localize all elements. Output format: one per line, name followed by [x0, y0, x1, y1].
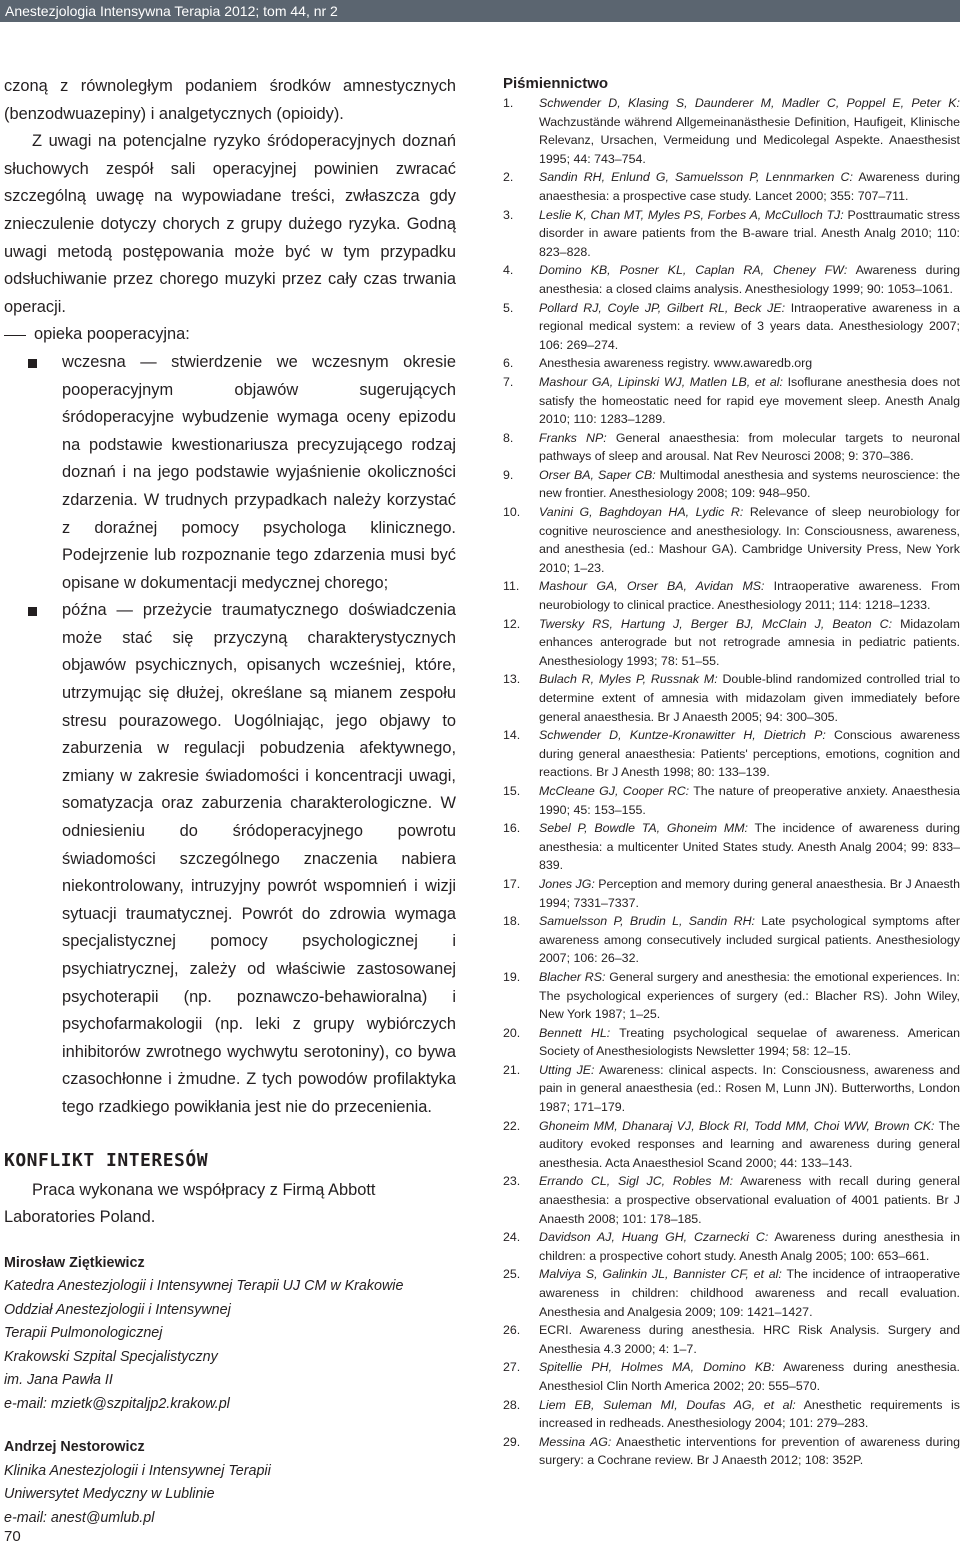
reference-authors: Domino KB, Posner KL, Caplan RA, Cheney FW: [539, 263, 848, 278]
conflict-text: Praca wykonana we współpracy z Firmą Abbott Laboratories Poland. [4, 1180, 376, 1227]
reference-authors: Jones JG: [539, 876, 595, 891]
reference-authors: Utting JE: [539, 1062, 595, 1077]
reference-number: 8. [503, 430, 514, 445]
reference-authors: Orser BA, Saper CB: [539, 467, 656, 482]
reference-authors: Liem EB, Suleman MI, Doufas AG, et al: [539, 1397, 796, 1412]
author-block-2 [4, 1436, 456, 1530]
reference-item [503, 875, 960, 912]
reference-authors: Franks NP: [539, 430, 607, 445]
reference-authors: McCleane GJ, Cooper RC: [539, 783, 690, 798]
reference-item [503, 429, 960, 466]
postoperative-care-item [4, 321, 456, 349]
reference-number: 13. [503, 672, 521, 687]
reference-text: Awareness during anaesthesia: a prospective case study. Lancet 2000; 355: 707–711. [539, 170, 960, 203]
author-block-1 [4, 1252, 456, 1417]
bullet-early [4, 349, 456, 597]
reference-number: 9. [503, 467, 514, 482]
reference-item [503, 615, 960, 671]
reference-number: 16. [503, 821, 521, 836]
reference-authors: Sandin RH, Enlund G, Samuelsson P, Lennmarken C: [539, 170, 853, 185]
reference-item [503, 1117, 960, 1173]
reference-item [503, 1358, 960, 1395]
reference-text: Midazolam enhances anterograde but not retrograde amnesia in pediatric patients. Anesthesiology 1993; 78: 51–55. [539, 616, 960, 668]
reference-item [503, 968, 960, 1024]
reference-authors: Messina AG: [539, 1434, 612, 1449]
page-number: 70 [4, 1528, 21, 1545]
reference-text: The nature of preoperative anxiety. Anaesthesia 1990; 45: 153–155. [539, 783, 960, 817]
reference-number: 7. [503, 374, 514, 389]
reference-text: Awareness during anesthesia. Anesthesiol Clin North America 2002; 20: 555–570. [539, 1360, 960, 1393]
reference-authors: Twersky RS, Hartung J, Berger BJ, McClain J, Beaton C: [539, 616, 893, 631]
reference-item [503, 261, 960, 298]
reference-text: Awareness during anesthesia in children: a prospective cohort study. Anesth Analg 2005; 100: 653–661. [539, 1230, 960, 1263]
author-name: Andrzej Nestorowicz [4, 1439, 145, 1456]
reference-number: 27. [503, 1360, 521, 1375]
reference-item [503, 299, 960, 355]
reference-text: Awareness during anesthesia: a closed claims analysis. Anesthesiology 1999; 90: 1053–1061. [539, 263, 960, 296]
reference-number: 28. [503, 1397, 521, 1412]
author-email[interactable]: e-mail: mzietk@szpitaljp2.krakow.pl [4, 1395, 230, 1412]
affiliation-line: Krakowski Szpital Specjalistyczny [4, 1348, 218, 1365]
reference-item [503, 466, 960, 503]
reference-text: General anaesthesia: from molecular targets to neuronal pathways of sleep and arousal. Nat Rev Neurosci 2008; 9: 370–386. [539, 430, 960, 464]
reference-number: 29. [503, 1434, 521, 1449]
author-email[interactable]: e-mail: anest@umlub.pl [4, 1509, 155, 1526]
reference-number: 2. [503, 170, 514, 185]
reference-list [503, 94, 960, 1470]
reference-item [503, 1024, 960, 1061]
reference-item [503, 782, 960, 819]
affiliation-line: Uniwersytet Medyczny w Lublinie [4, 1486, 215, 1503]
reference-number: 1. [503, 96, 514, 110]
reference-number: 18. [503, 914, 521, 929]
reference-text: Multimodal anesthesia and systems neuroscience: the new frontier. Anesthesiology 2008; 109: 948–950. [539, 467, 960, 501]
reference-number: 14. [503, 728, 521, 743]
reference-text: Intraoperative awareness in a regional medical system: a review of 3 years data. Anesthesiology 2007; 106: 269–274. [539, 300, 960, 352]
reference-authors: Schwender D, Klasing S, Daunderer M, Madler C, Poppel E, Peter K: [539, 96, 960, 110]
reference-authors: Mashour GA, Orser BA, Avidan MS: [539, 579, 765, 594]
reference-item [503, 577, 960, 614]
reference-number: 20. [503, 1025, 521, 1040]
reference-item [503, 503, 960, 577]
reference-item [503, 819, 960, 875]
reference-authors: Ghoneim MM, Dhanaraj VJ, Block RI, Todd MM, Choi WW, Brown CK: [539, 1118, 935, 1133]
bullet-late [4, 597, 456, 1121]
affiliation-line: Terapii Pulmonologicznej [4, 1325, 163, 1342]
postoperative-care-label: opieka pooperacyjna: [34, 325, 190, 344]
author-name: Mirosław Ziętkiewicz [4, 1254, 145, 1271]
reference-item [503, 373, 960, 429]
reference-text: Awareness: clinical aspects. In: Consciousness, awareness and pain in general anaesthesia (ed.: Rosen M, Lunn JN). Butterworths, London 1987; 171–179. [539, 1062, 960, 1115]
reference-item [503, 168, 960, 205]
affiliation-line: Klinika Anestezjologii i Intensywnej Terapii [4, 1462, 271, 1479]
reference-item [503, 1396, 960, 1433]
reference-text: Awareness with recall during general anaesthesia: a prospective observational evaluation of 4001 patients. Br J Anaesth 2008; 101: 178–185. [539, 1174, 960, 1226]
affiliation-line: Katedra Anestezjologii i Intensywnej Terapii UJ CM w Krakowie [4, 1278, 404, 1295]
affiliation-line: Oddział Anestezjologii i Intensywnej [4, 1301, 231, 1318]
paragraph-1: czoną z równoległym podaniem środków amnestycznych (benzodwuazepiny) i analgetycznych (opioidy). [4, 77, 456, 123]
reference-number: 24. [503, 1230, 521, 1245]
reference-number: 6. [503, 356, 514, 371]
reference-text: Treating psychological sequelae of awareness. American Society of Anesthesiologists Newsletter 1994; 58: 12–15. [539, 1025, 960, 1059]
reference-authors: Bennett HL: [539, 1025, 611, 1040]
reference-authors: Mashour GA, Lipinski WJ, Matlen LB, et al: [539, 374, 783, 389]
reference-authors: Samuelsson P, Brudin L, Sandin RH: [539, 914, 755, 929]
reference-authors: Spitellie PH, Holmes MA, Domino KB: [539, 1360, 775, 1375]
reference-text: Posttraumatic stress disorder in aware patients from the B-aware trial. Anesth Analg 2010; 110: 823–828. [539, 207, 960, 259]
reference-number: 21. [503, 1062, 521, 1077]
reference-item [503, 1265, 960, 1321]
bullet-early-text: wczesna — stwierdzenie we wczesnym okresie pooperacyjnym objawów sugerujących śródoperacyjne wybudzenie wymaga oceny epizodu na podstawie kwestionariusza precyzującego rodzaj doznań i na jego podstawie wyjaśnienie okoliczności zdarzenia. W trudnych przypadkach należy korzystać z doraźnej pomocy psychologa klinicznego. Podejrzenie lub rozpoznanie tego zdarzenia musi być opisane w dokumentacji medycznej chorego; [62, 352, 456, 592]
conflict-heading: KONFLIKT INTERESÓW [4, 1149, 209, 1171]
reference-item [503, 206, 960, 262]
reference-authors: Leslie K, Chan MT, Myles PS, Forbes A, McCulloch TJ: [539, 207, 844, 222]
reference-number: 11. [503, 579, 520, 594]
reference-number: 5. [503, 300, 514, 315]
reference-number: 12. [503, 616, 521, 631]
reference-text: Perception and memory during general anaesthesia. Br J Anaesth 1994; 7331–7337. [539, 876, 960, 910]
journal-header [0, 0, 960, 22]
reference-item [503, 354, 960, 373]
reference-text: Anesthetic requirements is increased in redheads. Anesthesiology 2004; 101: 279–283. [539, 1397, 960, 1431]
reference-number: 23. [503, 1174, 521, 1189]
reference-authors: Malviya S, Galinkin JL, Bannister CF, et al: [539, 1267, 782, 1282]
references-column [503, 75, 960, 1470]
reference-text: Late psychological symptoms after awareness among consecutively included surgical patients. Anesthesiology 2007; 106: 26–32. [539, 914, 960, 966]
reference-authors: Schwender D, Kuntze-Kronawitter H, Dietrich P: [539, 728, 826, 743]
affiliation-line: im. Jana Pawła II [4, 1372, 113, 1389]
reference-item [503, 94, 960, 168]
reference-authors: Sebel P, Bowdle TA, Ghoneim MM: [539, 821, 748, 836]
reference-text: The incidence of intraoperative awareness in children: childhood awareness and recall evaluation. Anesthesia and Analgesia 2009; 109: 1421–1427. [539, 1267, 960, 1319]
paragraph-2: Z uwagi na potencjalne ryzyko śródoperacyjnych doznań słuchowych zespół sali operacyjnej powinien zwracać szczególną uwagę na wypowiadane treści, zwłaszcza gdy znieczulenie dotyczy chorych z grupy dużego ryzyka. Godną uwagi metodą postępowania może być w tym przypadku odsłuchiwanie przez chorego muzyki przez cały czas trwania operacji. [4, 132, 456, 316]
reference-authors: Vanini G, Baghdoyan HA, Lydic R: [539, 505, 744, 520]
references-title: Piśmiennictwo [503, 75, 609, 92]
reference-item [503, 670, 960, 726]
journal-title: Anestezjologia Intensywna Terapia 2012; tom 44, nr 2 [5, 3, 338, 19]
reference-text: The auditory evoked responses and learning and awareness during general anesthesia. Acta Anaesthesiol Scand 2000; 44: 133–143. [539, 1118, 960, 1170]
reference-text: Double-blind randomized controlled trial to determine extent of amnesia with midazolam given immediately before general anaesthesia. Br J Anaesth 2005; 94: 300–305. [539, 672, 960, 724]
reference-number: 17. [503, 876, 521, 891]
reference-number: 25. [503, 1267, 521, 1282]
reference-text: ECRI. Awareness during anesthesia. HRC Risk Analysis. Surgery and Anesthesia 4.3 2000; 4: 1–7. [539, 1323, 960, 1356]
reference-authors: Bulach R, Myles P, Russnak M: [539, 672, 718, 687]
reference-text: Relevance of sleep neurobiology for cognitive neuroscience and anesthesiology. In: Consciousness, awareness, and anesthesia (ed.: Mashour GA). Cambridge University Press, New York 2010; 1–23. [539, 505, 960, 575]
reference-number: 4. [503, 263, 514, 278]
reference-text: The incidence of awareness during anesthesia: a multicenter United States study. Anesth Analg 2004; 99: 833–839. [539, 821, 960, 873]
bullet-late-text: późna — przeżycie traumatycznego doświadczenia może stać się przyczyną charakterystycznych objawów psychicznych, opisanych wcześniej, które, utrzymując się dłużej, określane są mianem zespołu stresu pourazowego. Uogólniając, jego objawy to zaburzenia w regulacji pobudzenia afektywnego, zmiany w zakresie świadomości i koncentracji uwagi, somatyzacja oraz zaburzenia charakterologiczne. W odniesieniu do śródoperacyjnego powrotu świadomości szczególnego znaczenia nabiera niekontrolowany, intruzyjny powrót wspomnień i wizji sytuacji traumatycznej. Powrót do zdrowia wymaga specjalistycznej pomocy psychologicznej i psychiatrycznej, zależy od właściwie zastosowanej psychoterapii (np. poznawczo-behawioralna) i psychofarmakologii (np. leki z grupy wybiórczych inhibitorów zwrotnego wychwytu serotoniny), co bywa czasochłonne i żmudne. Z tych powodów profilaktyka tego rzadkiego powikłania jest nie do przecenienia. [62, 601, 456, 1116]
reference-text: Isoflurane anesthesia does not satisfy the homeostatic need for rapid eye movement sleep. Anesth Analg 2010; 110: 1283–1289. [539, 374, 960, 427]
reference-number: 10. [503, 505, 521, 520]
reference-authors: Errando CL, Sigl JC, Robles M: [539, 1174, 734, 1189]
reference-item [503, 726, 960, 782]
reference-number: 26. [503, 1323, 521, 1338]
reference-authors: Blacher RS: [539, 969, 606, 984]
reference-authors: Davidson AJ, Huang GH, Czarnecki C: [539, 1230, 769, 1245]
reference-item [503, 1172, 960, 1228]
reference-text: Anaesthetic interventions for prevention of awareness during surgery: a Cochrane review. Br J Anaesth 2012; 108: 352P. [539, 1434, 960, 1468]
reference-text: Conscious awareness during general anaesthesia: Patients' perceptions, emotions, cognition and reactions. Br J Anesth 1998; 80: 133–139. [539, 728, 960, 780]
square-bullet-icon [28, 607, 37, 616]
reference-item [503, 1228, 960, 1265]
reference-number: 19. [503, 969, 521, 984]
reference-text: General surgery and anesthesia: the emotional experiences. In: The psychological experiences of surgery (ed.: Blacher RS). John Wiley, New York 1987; 1–25. [539, 969, 960, 1022]
square-bullet-icon [28, 359, 37, 368]
reference-item [503, 1433, 960, 1470]
reference-item [503, 1321, 960, 1358]
reference-text: Intraoperative awareness. From neurobiology to clinical practice. Anesthesiology 2011; 114: 1218–1233. [539, 579, 960, 613]
reference-number: 3. [503, 207, 514, 222]
reference-number: 22. [503, 1118, 521, 1133]
reference-item [503, 1061, 960, 1117]
reference-text: Anesthesia awareness registry. www.awaredb.org [539, 356, 813, 371]
reference-authors: Pollard RJ, Coyle JP, Gilbert RL, Beck JE: [539, 300, 786, 315]
reference-text: Wachzustände während Allgemeinanästhesie Definition, Haufigeit, Klinische Relevanz, Ursachen, Vermeidung und Medicolegal Aspekte. Anaesthesist 1995; 44: 743–754. [539, 114, 960, 166]
reference-item [503, 912, 960, 968]
left-column [4, 73, 456, 1530]
reference-number: 15. [503, 783, 521, 798]
